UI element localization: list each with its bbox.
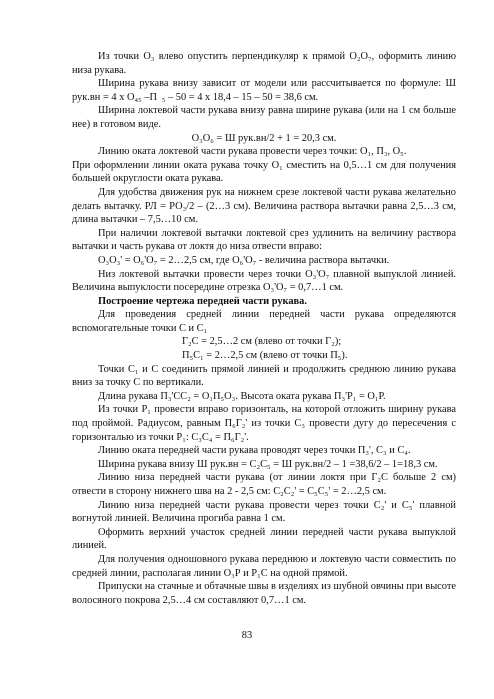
formula: О₃О₃' = О₆'О₇ = 2…2,5 см, где О₆'О₇ - величина раствора вытачки. — [98, 254, 390, 266]
paragraph: Ширина рукава внизу зависит от модели или рассчитывается по формуле: Ш рук.вн = 4 х О₄₅ –П ₅ – 50 = 4 х 18,4 – 15 – 50 = 38,6 см. — [72, 78, 456, 103]
section-heading: Построение чертежа передней части рукава. — [98, 295, 307, 307]
body-text — [72, 50, 456, 607]
formula: О₃О₆ = Ш рук.вн/2 + 1 = 20,3 см. — [191, 132, 337, 144]
paragraph: Длина рукава П₃'СС₂ = О₁П₅О₃. Высота оката рукава П₃'Р₁ = О₁Р. — [98, 390, 386, 402]
paragraph: Линию низа передней части рукава провести через точки С₂' и С₅' плавной вогнутой линией. Величина прогиба равна 1 см. — [72, 499, 456, 525]
paragraph: Оформить верхний участок средней линии передней части рукава выпуклой линией. — [72, 526, 456, 552]
paragraph: Точки С₁ и С соединить прямой линией и продолжить среднюю линию рукава вниз за точку С по вертикали. — [72, 363, 456, 389]
formula: Г₂С = 2,5…2 см (влево от точки Г₂); — [182, 336, 342, 348]
paragraph: Линию низа передней части рукава (от линии локтя при Г₂С больше 2 см) отвести в сторону нижнего шва на 2 - 2,5 см: С₂С₂' = С₅С₅' = 2…2,5 см. — [72, 472, 456, 497]
page-number: 83 — [241, 630, 253, 641]
paragraph: Ширина локтевой части рукава внизу равна ширине рукава (или на 1 см больше нее) в готовом виде. — [72, 105, 456, 130]
formula: П₅С₁ = 2…2,5 см (влево от точки П₅). — [182, 350, 348, 362]
paragraph: Припуски на стачные и обтачные швы в изделиях из шубной овчины при высоте волосяного покрова 2,5…4 см составляют 0,7…1 см. — [72, 581, 456, 606]
paragraph: Для проведения средней линии передней части рукава определяются вспомогательные точки С и С₁ — [72, 309, 456, 334]
paragraph: При наличии локтевой вытачки локтевой срез удлинить на величину раствора вытачки и часть рукава от локтя до низа отвести вправо: — [72, 227, 456, 253]
paragraph: Линию оката локтевой части рукава провести через точки: О₁, П₃, О₅. — [98, 146, 407, 158]
paragraph: Для получения одношовного рукава переднюю и локтевую части совместить по средней линии, располагая линии О₃Р и Р₁С на одной прямой. — [72, 553, 456, 579]
paragraph: При оформлении линии оката рукава точку О₁ сместить на 0,5…1 см для получения большей округлости оката рукава. — [72, 159, 456, 185]
paragraph: Ширина рукава внизу Ш рук.вн = С₂С₅ = Ш рук.вн/2 – 1 =38,6/2 – 1=18,3 см. — [98, 458, 438, 470]
paragraph: Низ локтевой вытачки провести через точки О₃'О₇ плавной выпуклой линией. Величина выпуклости посередине отрезка О₃'О₇ = 0,7…1 см. — [72, 268, 456, 294]
paragraph: Для удобства движения рук на нижнем срезе локтевой части рукава желательно делать вытачку. РЛ = РО₃/2 – (2…3 см). Величина раствора вытачки равна 2,5…3 см, длина вытачки – 7,5…10 см. — [72, 186, 456, 226]
paragraph: Линию оката передней части рукава проводят через точки П₃', С₃ и С₄. — [98, 445, 411, 457]
paragraph: Из точки Р₁ провести вправо горизонталь, на которой отложить ширину рукава под проймой. Радиусом, равным П₆Г₂' из точки С₃ провести дугу до пересечения с горизонталью из точки Р₁: С₃С₄ = П₆Г₂'. — [72, 404, 456, 443]
paragraph: Из точки О₃ влево опустить перпендикуляр к прямой О₂О₇, оформить линию низа рукава. — [72, 51, 456, 76]
